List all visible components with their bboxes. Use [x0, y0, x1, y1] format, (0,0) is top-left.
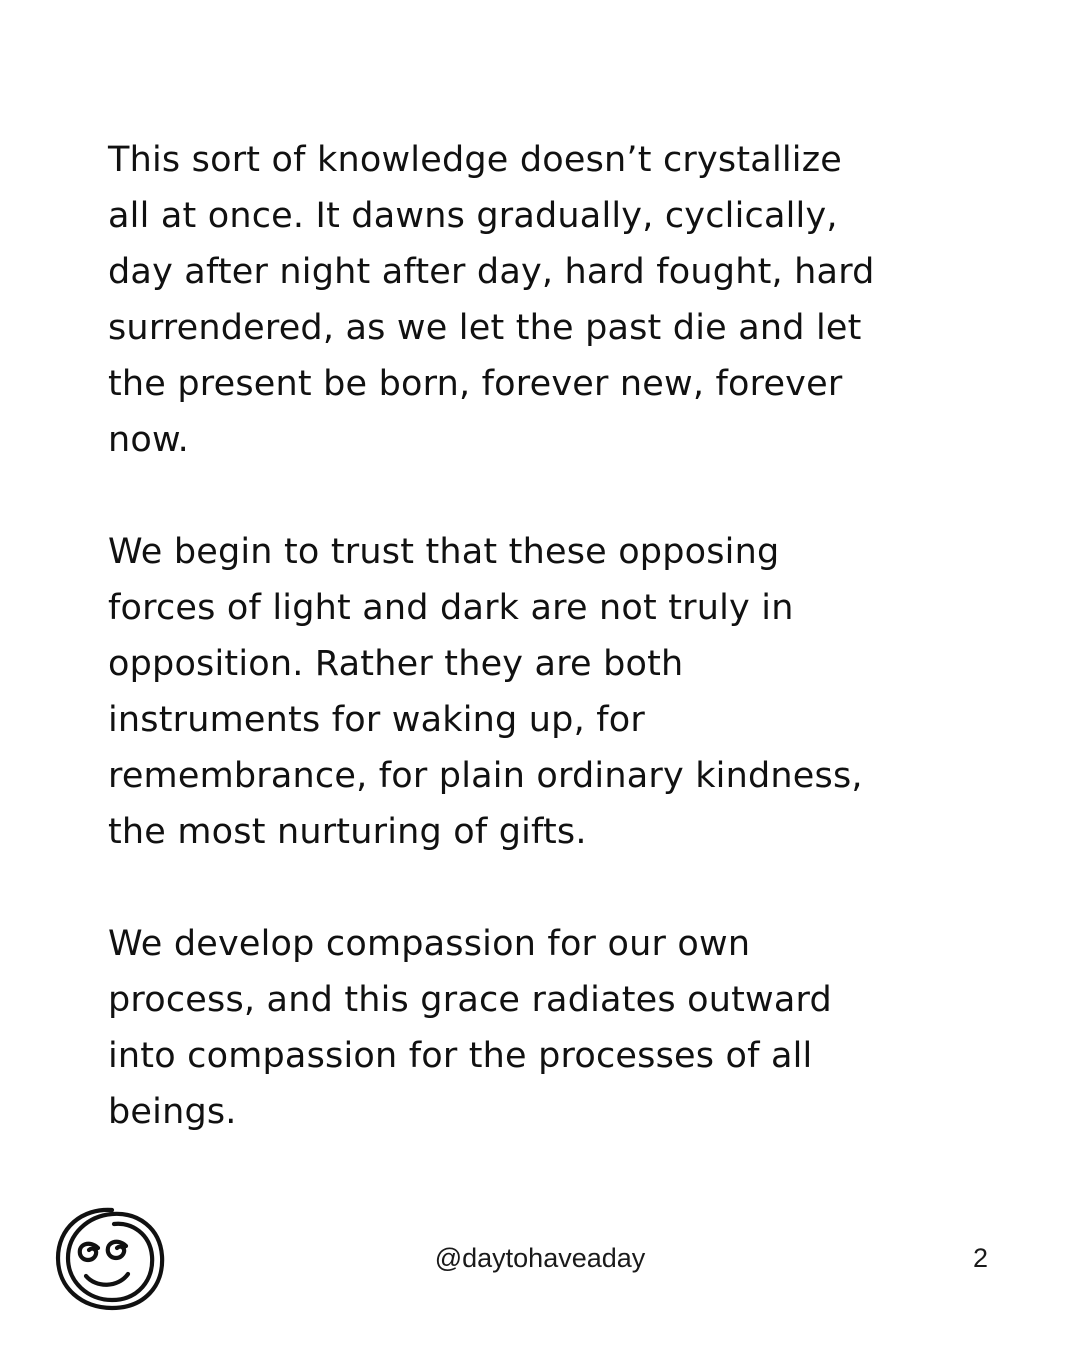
quote-text-block — [108, 132, 988, 1196]
paragraph-2: We begin to trust that these opposing forces of light and dark are not truly in opposition. Rather they are both instruments for waking up, for remembrance, for plain ordinary kindness, the most nurturing of gifts. — [108, 532, 863, 852]
page-number: 2 — [972, 1243, 988, 1273]
paragraph-3: We develop compassion for our own process, and this grace radiates outward into compassion for the processes of all beings. — [108, 924, 832, 1132]
spiral-face-icon — [52, 1202, 170, 1314]
account-handle: @daytohaveaday — [434, 1243, 646, 1273]
paragraph-1: This sort of knowledge doesn’t crystallize all at once. It dawns gradually, cyclically, day after night after day, hard fought, hard surrendered, as we let the past die and let the present be born, forever new, forever now. — [108, 140, 875, 460]
